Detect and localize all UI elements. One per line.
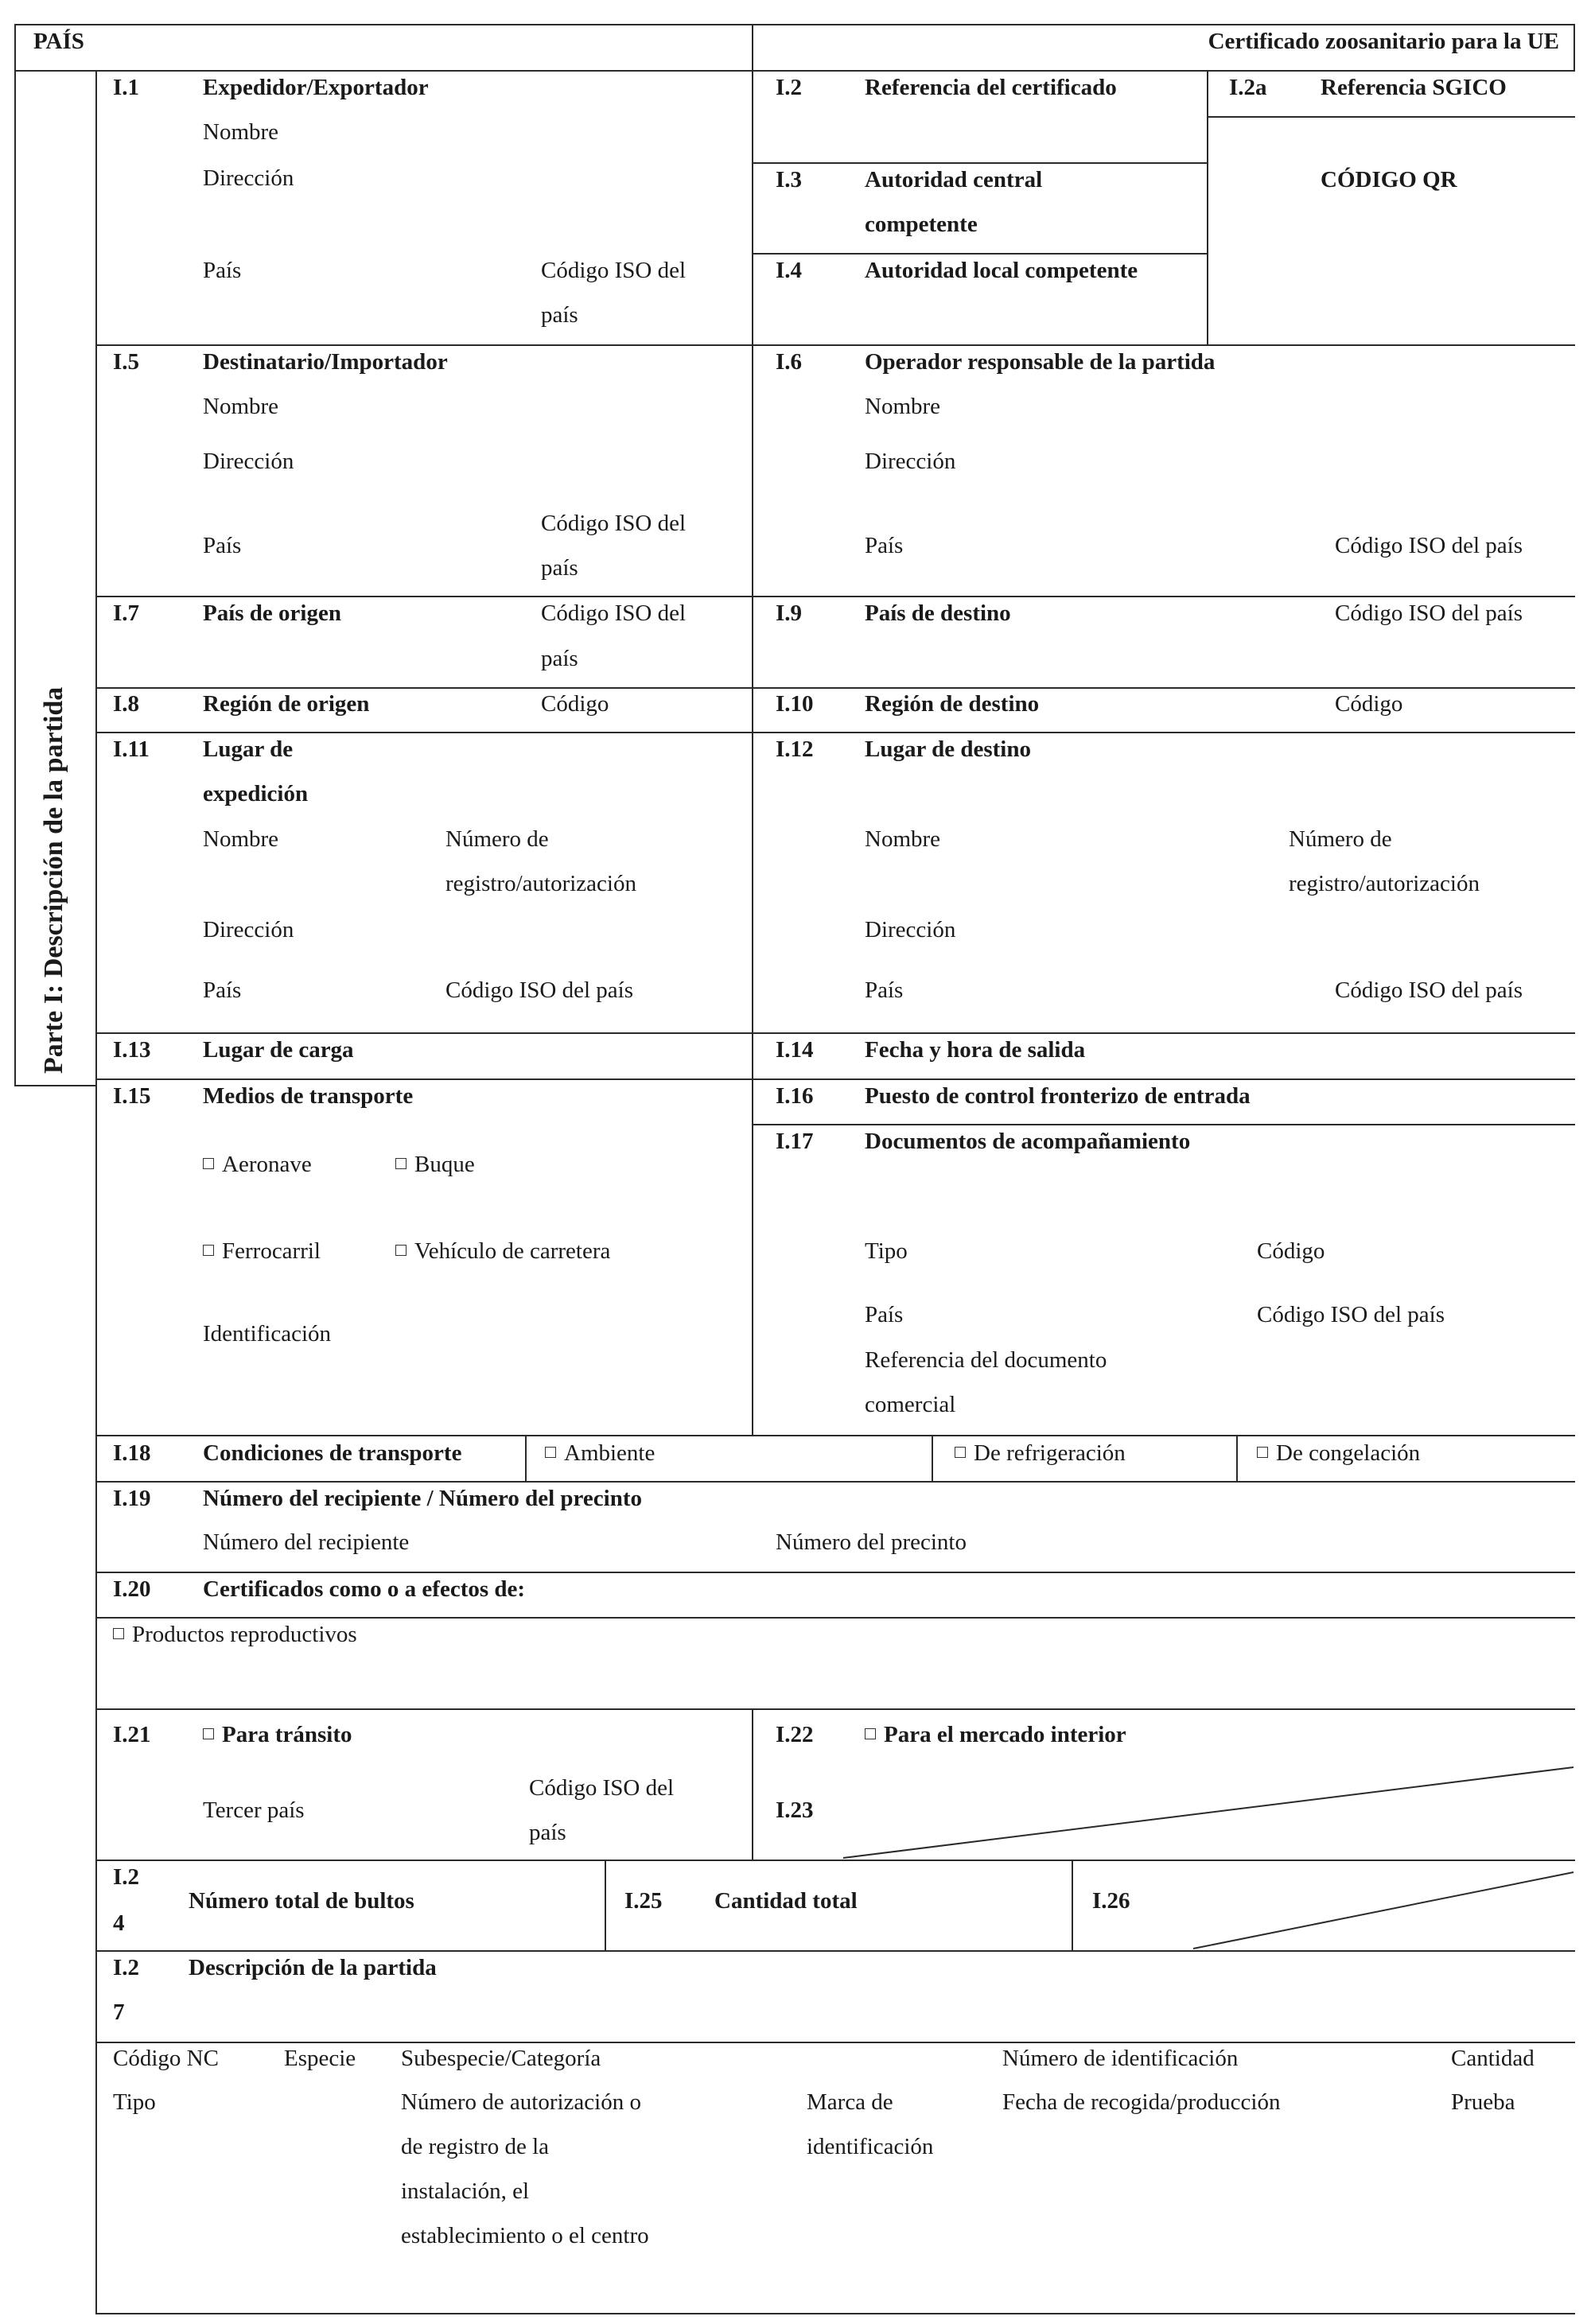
field-label: país <box>541 302 578 328</box>
field-label: Nombre <box>203 394 279 419</box>
checkbox-reproductive-products[interactable]: Productos reproductivos <box>113 1620 357 1649</box>
field-label: Nombre <box>203 826 279 852</box>
qr-code-placeholder: CÓDIGO QR <box>1321 167 1457 192</box>
field-label: Nombre <box>865 826 941 852</box>
field-label: Identificación <box>203 1321 332 1347</box>
field-label: Código ISO del <box>541 258 687 283</box>
box-number: I.3 <box>776 167 803 192</box>
field-label: país <box>541 646 578 671</box>
checkbox-frozen[interactable]: De congelación <box>1257 1439 1420 1467</box>
country-header: PAÍS <box>33 29 84 54</box>
box-number: I.18 <box>113 1440 151 1466</box>
box-number: I.21 <box>113 1722 151 1747</box>
checkbox-internal-market[interactable]: Para el mercado interior <box>865 1720 1126 1749</box>
box-number: I.25 <box>624 1888 663 1914</box>
box-number: I.4 <box>776 258 803 283</box>
box-title: Fecha y hora de salida <box>865 1037 1086 1063</box>
checkbox-icon <box>203 1158 214 1169</box>
checkbox-ambient[interactable]: Ambiente <box>545 1439 655 1467</box>
column-header: Número de autorización o <box>401 2089 641 2115</box>
box-number: I.2 <box>113 1864 140 1890</box>
box-number: I.2a <box>1229 75 1267 100</box>
box-title: Región de destino <box>865 691 1040 717</box>
field-label: Código ISO del país <box>1335 533 1523 558</box>
checkbox-icon <box>395 1158 407 1169</box>
box-number: I.10 <box>776 691 814 717</box>
box-number: I.16 <box>776 1083 814 1109</box>
box-number: I.6 <box>776 349 803 375</box>
field-label: País <box>203 258 242 283</box>
box-number: I.19 <box>113 1486 151 1511</box>
checkbox-icon <box>1257 1447 1268 1458</box>
field-label: Nombre <box>865 394 941 419</box>
box-title: Cantidad total <box>714 1888 858 1914</box>
box-number: I.22 <box>776 1722 814 1747</box>
field-label: país <box>529 1820 566 1845</box>
box-title: Lugar de <box>203 736 294 762</box>
field-label: Tercer país <box>203 1797 305 1823</box>
field-label: País <box>865 977 904 1003</box>
field-label: Dirección <box>203 917 294 942</box>
box-title: Documentos de acompañamiento <box>865 1129 1191 1154</box>
checkbox-chilled[interactable]: De refrigeración <box>955 1439 1126 1467</box>
box-title: País de destino <box>865 600 1011 626</box>
column-header: Especie <box>284 2046 356 2071</box>
field-label: Tipo <box>865 1238 908 1264</box>
box-number: 7 <box>113 1999 125 2025</box>
field-label: Código ISO del <box>541 600 687 626</box>
field-label: Referencia del documento <box>865 1347 1107 1373</box>
box-number: 4 <box>113 1910 125 1936</box>
box-title: País de origen <box>203 600 341 626</box>
field-label: Número de <box>445 826 549 852</box>
box-number: I.2 <box>113 1955 140 1980</box>
box-title: Destinatario/Importador <box>203 349 448 375</box>
column-header: Fecha de recogida/producción <box>1002 2089 1281 2115</box>
column-header: Marca de <box>807 2089 893 2115</box>
box-title: Descripción de la partida <box>189 1955 437 1980</box>
box-title: Certificados como o a efectos de: <box>203 1576 526 1602</box>
box-title: competente <box>865 212 978 237</box>
field-label: Dirección <box>203 449 294 474</box>
certificate-page: PAÍS Certificado zoosanitario para la UE Parte I: Descripción de la partida I.1 Expedidor/Exportador Nombre Dirección País Código ISO del país I.2 Referencia del certificado I.2a Referencia SGICO CÓDIGO QR I.3 Autoridad central competente I.4 Autoridad local competente I.5 Destinatario/Importador Nombre Dirección Código ISO del País país I.6 Operador responsable de la partida Nombre Dirección País Código ISO del país I.7 País de origen Código ISO del país I.9 País de destino Código ISO del país I.8 Región de origen Código I.10 Región de destino Código I.11 Lugar de expedición Nombre Número de registro/autorización Dirección País Código ISO del país I.12 Lugar de destino Nombre Número de registro/autorización Dirección País Código ISO del país I.13 Lugar de carga I.14 Fecha y hora de salida I.15 Medios de transporte Aeronave Buque Ferrocarril Vehículo de carretera Identificación I.16 Puesto de control fronterizo de entrada I.17 Documentos de acompañamiento Tipo Código País Código ISO del país Referencia del documento comercial I.18 Condiciones de transporte Ambiente De refrigeración De congelación I.19 Número del recipiente / Número del precinto Número del recipiente Número del precinto I.20 Certificados como o a efectos de: Productos reproductivos I.21 Para tránsito Código ISO del Tercer país país I.22 Para el mercado interior I.23 I.2 Número total de bultos 4 I.25 Cantidad total I.26 I.2 Descripción de la partida 7 Código NC Especie Subespecie/Categoría Número de identificación Cantidad Tipo Número de autorización o de registro de la instalación, el establecimiento o el centro Marca de identificación Fecha de recogida/producción Prueba <box>0 0 1591 2324</box>
checkbox-icon <box>865 1728 876 1739</box>
box-title: Referencia SGICO <box>1321 75 1507 100</box>
box-number: I.2 <box>776 75 803 100</box>
box-number: I.5 <box>113 349 140 375</box>
field-label: Número de <box>1289 826 1392 852</box>
box-number: I.20 <box>113 1576 151 1602</box>
checkbox-ship[interactable]: Buque <box>395 1150 475 1179</box>
field-label: País <box>865 1302 904 1327</box>
checkbox-icon <box>395 1245 407 1256</box>
checkbox-road-vehicle[interactable]: Vehículo de carretera <box>395 1237 610 1265</box>
box-title: Región de origen <box>203 691 370 717</box>
checkbox-transit[interactable]: Para tránsito <box>203 1720 352 1749</box>
column-header: Número de identificación <box>1002 2046 1239 2071</box>
field-label: Código ISO del país <box>1335 977 1523 1003</box>
field-label: Código ISO del país <box>1257 1302 1445 1327</box>
box-title: expedición <box>203 781 309 806</box>
field-label: Código <box>1257 1238 1325 1264</box>
box-number: I.8 <box>113 691 140 717</box>
box-number: I.17 <box>776 1129 814 1154</box>
field-label: Código ISO del país <box>1335 600 1523 626</box>
checkbox-icon <box>203 1728 214 1739</box>
box-number: I.9 <box>776 600 803 626</box>
field-label: País <box>203 533 242 558</box>
checkbox-icon <box>955 1447 966 1458</box>
field-label: Código ISO del <box>541 511 687 536</box>
box-title: Número total de bultos <box>189 1888 414 1914</box>
field-label: Dirección <box>865 449 956 474</box>
column-header: Cantidad <box>1451 2046 1535 2071</box>
column-header: identificación <box>807 2134 934 2159</box>
box-title: Autoridad local competente <box>865 258 1138 283</box>
field-label: Número del precinto <box>776 1529 967 1555</box>
box-number: I.23 <box>776 1797 814 1823</box>
field-label: País <box>203 977 242 1003</box>
column-header: instalación, el <box>401 2178 530 2204</box>
field-label: Nombre <box>203 119 279 145</box>
box-title: Lugar de destino <box>865 736 1031 762</box>
field-label: comercial <box>865 1392 956 1417</box>
column-header: Código NC <box>113 2046 219 2071</box>
box-title: Número del recipiente / Número del precinto <box>203 1486 642 1511</box>
box-title: Operador responsable de la partida <box>865 349 1216 375</box>
column-header: establecimiento o el centro <box>401 2223 649 2248</box>
field-label: país <box>541 555 578 581</box>
checkbox-icon <box>545 1447 556 1458</box>
field-label: Código <box>1335 691 1403 717</box>
checkbox-icon <box>113 1628 124 1639</box>
column-header: de registro de la <box>401 2134 550 2159</box>
box-title: Puesto de control fronterizo de entrada <box>865 1083 1251 1109</box>
box-title: Condiciones de transporte <box>203 1440 462 1466</box>
box-number: I.7 <box>113 600 140 626</box>
field-label: Dirección <box>865 917 956 942</box>
box-number: I.13 <box>113 1037 151 1063</box>
checkbox-aircraft[interactable]: Aeronave <box>203 1150 312 1179</box>
box-number: I.15 <box>113 1083 151 1109</box>
field-label: registro/autorización <box>1289 871 1480 896</box>
box-title: Referencia del certificado <box>865 75 1117 100</box>
column-header: Prueba <box>1451 2089 1515 2115</box>
box-title: Expedidor/Exportador <box>203 75 429 100</box>
box-title: Medios de transporte <box>203 1083 414 1109</box>
column-header: Subespecie/Categoría <box>401 2046 601 2071</box>
checkbox-icon <box>203 1245 214 1256</box>
box-number: I.12 <box>776 736 814 762</box>
certificate-title: Certificado zoosanitario para la UE <box>1208 29 1559 54</box>
checkbox-rail[interactable]: Ferrocarril <box>203 1237 321 1265</box>
box-number: I.1 <box>113 75 140 100</box>
field-label: registro/autorización <box>445 871 636 896</box>
field-label: Código ISO del <box>529 1775 675 1801</box>
box-number: I.11 <box>113 736 150 762</box>
field-label: Código <box>541 691 609 717</box>
column-header: Tipo <box>113 2089 156 2115</box>
field-label: Número del recipiente <box>203 1529 410 1555</box>
box-title: Lugar de carga <box>203 1037 354 1063</box>
field-label: País <box>865 533 904 558</box>
field-label: Código ISO del país <box>445 977 634 1003</box>
box-number: I.14 <box>776 1037 814 1063</box>
box-title: Autoridad central <box>865 167 1043 192</box>
box-number: I.26 <box>1092 1888 1130 1914</box>
field-label: Dirección <box>203 165 294 191</box>
